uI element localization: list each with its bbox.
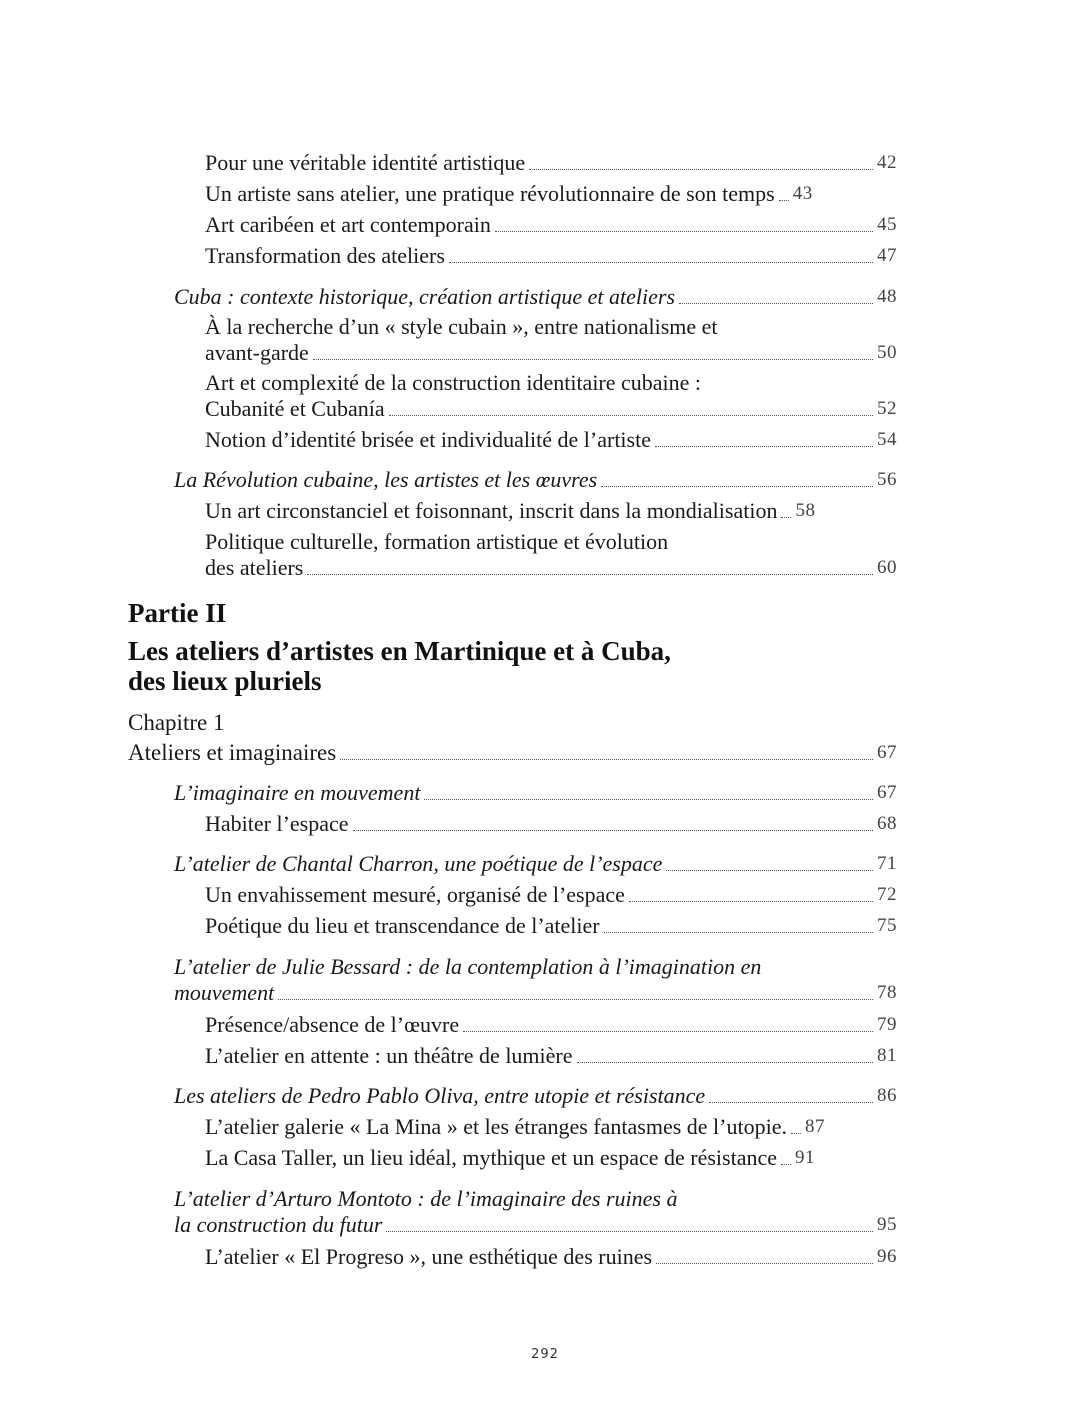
dot-leader xyxy=(424,799,873,800)
toc-section-title: La Révolution cubaine, les artistes et les œuvres xyxy=(174,467,598,492)
toc-entry-title-line1: Art et complexité de la construction identitaire cubaine : xyxy=(205,370,702,395)
dot-leader xyxy=(577,1062,873,1063)
toc-entry-page: 79 xyxy=(877,1014,897,1035)
part-label: Partie II xyxy=(128,598,227,628)
toc-entry-title: Poétique du lieu et transcendance de l’atelier xyxy=(205,913,600,938)
toc-entry-line xyxy=(205,1114,897,1140)
dot-leader xyxy=(495,231,873,232)
toc-section[interactable] xyxy=(174,780,897,806)
toc-entry-line xyxy=(205,555,897,581)
toc-entry[interactable] xyxy=(205,212,897,238)
toc-entry-line xyxy=(174,467,897,493)
toc-entry-page: 75 xyxy=(877,915,897,936)
toc-section-title: L’atelier de Chantal Charron, une poétique de l’espace xyxy=(174,851,663,876)
toc-entry-line xyxy=(174,1083,897,1109)
toc-entry-title: Notion d’identité brisée et individualité de l’artiste xyxy=(205,427,651,452)
toc-entry[interactable] xyxy=(205,314,897,366)
toc-chapter[interactable] xyxy=(128,740,897,766)
dot-leader xyxy=(604,932,873,933)
toc-entry-line xyxy=(205,882,897,908)
toc-section-title-line1: L’atelier d’Arturo Montoto : de l’imaginaire des ruines à xyxy=(174,1186,678,1211)
toc-entry-page: 43 xyxy=(792,183,813,204)
dot-leader xyxy=(779,200,789,201)
toc-entry-line xyxy=(205,498,897,524)
toc-entry-line xyxy=(205,150,897,176)
dot-leader xyxy=(655,446,873,447)
toc-entry-line xyxy=(174,1212,897,1238)
toc-entry-line xyxy=(205,1012,897,1038)
toc-entry-title: Transformation des ateliers xyxy=(205,243,445,268)
toc-entry[interactable] xyxy=(205,427,897,453)
toc-entry-line xyxy=(205,427,897,453)
dot-leader xyxy=(389,415,873,416)
toc-entry-page: 87 xyxy=(804,1116,825,1137)
toc-entry-line xyxy=(205,1043,897,1069)
toc-entry-page: 86 xyxy=(877,1085,897,1106)
part-title-line1: Les ateliers d’artistes en Martinique et à Cuba, xyxy=(128,636,671,666)
toc-entry-title-line2: avant-garde xyxy=(205,340,309,365)
dot-leader xyxy=(781,517,791,518)
dot-leader xyxy=(278,999,873,1000)
toc-entry-page: 96 xyxy=(877,1246,897,1267)
chapter-title: Ateliers et imaginaires xyxy=(128,740,337,765)
toc-entry[interactable] xyxy=(205,1145,897,1171)
toc-entry-page: 60 xyxy=(877,557,897,578)
toc-entry-page: 71 xyxy=(877,853,897,874)
toc-section-title: Cuba : contexte historique, création artistique et ateliers xyxy=(174,284,676,309)
dot-leader xyxy=(781,1164,791,1165)
dot-leader xyxy=(307,574,873,575)
toc-entry-line xyxy=(205,243,897,269)
toc-section-title: Les ateliers de Pedro Pablo Oliva, entre utopie et résistance xyxy=(174,1083,706,1108)
toc-entry[interactable] xyxy=(205,1244,897,1270)
dot-leader xyxy=(709,1102,873,1103)
toc-entry-page: 78 xyxy=(877,982,897,1003)
toc-entry-page: 81 xyxy=(877,1045,897,1066)
toc-entry-title: Un art circonstanciel et foisonnant, inscrit dans la mondialisation xyxy=(205,498,778,523)
toc-entry[interactable] xyxy=(205,181,897,207)
toc-section-title: L’imaginaire en mouvement xyxy=(174,780,421,805)
toc-entry-line xyxy=(174,980,897,1006)
toc-entry-title-line2: Cubanité et Cubanía xyxy=(205,396,385,421)
toc-entry-line xyxy=(205,811,897,837)
toc-entry-page: 47 xyxy=(877,245,897,266)
toc-entry-line xyxy=(174,284,897,310)
toc-entry-title: L’atelier galerie « La Mina » et les étranges fantasmes de l’utopie. xyxy=(205,1114,787,1139)
dot-leader xyxy=(449,262,873,263)
toc-entry-page: 91 xyxy=(795,1147,816,1168)
dot-leader xyxy=(340,759,873,760)
toc-entry-title-line1: À la recherche d’un « style cubain », entre nationalisme et xyxy=(205,314,718,339)
page-number: 292 xyxy=(531,1347,559,1362)
dot-leader xyxy=(313,359,873,360)
toc-section-title-line2: la construction du futur xyxy=(174,1212,383,1237)
dot-leader xyxy=(386,1231,873,1232)
toc-entry-title: La Casa Taller, un lieu idéal, mythique et un espace de résistance xyxy=(205,1145,778,1170)
dot-leader xyxy=(601,486,873,487)
toc-entry-page: 52 xyxy=(877,398,897,419)
toc-entry[interactable] xyxy=(205,370,897,422)
toc-entry-page: 58 xyxy=(795,500,816,521)
chapter-label: Chapitre 1 xyxy=(128,710,225,735)
toc-entry-title-line2: des ateliers xyxy=(205,555,304,580)
toc-entry-page: 42 xyxy=(877,152,897,173)
dot-leader xyxy=(353,830,873,831)
toc-entry-title: L’atelier en attente : un théâtre de lumière xyxy=(205,1043,573,1068)
toc-entry-page: 95 xyxy=(877,1214,897,1235)
toc-entry-title: Pour une véritable identité artistique xyxy=(205,150,526,175)
toc-entry-title: Un artiste sans atelier, une pratique révolutionnaire de son temps xyxy=(205,181,775,206)
toc-section[interactable] xyxy=(174,1083,897,1109)
toc-entry[interactable] xyxy=(205,529,897,581)
toc-entry-line xyxy=(205,396,897,422)
toc-section[interactable] xyxy=(174,851,897,877)
toc-entry-line xyxy=(174,851,897,877)
toc-entry[interactable] xyxy=(205,1043,897,1069)
toc-entry[interactable] xyxy=(205,498,897,524)
toc-entry-line xyxy=(205,913,897,939)
toc-entry-line xyxy=(205,1145,897,1171)
toc-entry-title: Présence/absence de l’œuvre xyxy=(205,1012,460,1037)
toc-entry[interactable] xyxy=(205,882,897,908)
toc-entry[interactable] xyxy=(205,811,897,837)
toc-entry-page: 48 xyxy=(877,286,897,307)
toc-entry-title: Habiter l’espace xyxy=(205,811,349,836)
toc-entry-page: 45 xyxy=(877,214,897,235)
toc-entry-title: L’atelier « El Progreso », une esthétique des ruines xyxy=(205,1244,653,1269)
toc-entry-page: 67 xyxy=(877,742,897,763)
dot-leader xyxy=(529,169,873,170)
dot-leader xyxy=(791,1133,801,1134)
toc-section[interactable] xyxy=(174,284,897,310)
toc-section[interactable] xyxy=(174,954,897,1006)
toc-entry[interactable] xyxy=(205,913,897,939)
dot-leader xyxy=(463,1031,873,1032)
toc-entry-page: 56 xyxy=(877,469,897,490)
dot-leader xyxy=(666,870,873,871)
toc-entry-page: 72 xyxy=(877,884,897,905)
part-title-line2: des lieux pluriels xyxy=(128,666,322,696)
dot-leader xyxy=(679,303,873,304)
toc-entry-line xyxy=(205,181,897,207)
toc-entry[interactable] xyxy=(205,1114,897,1140)
toc-entry-page: 68 xyxy=(877,813,897,834)
toc-entry-line xyxy=(174,780,897,806)
toc-section[interactable] xyxy=(174,467,897,493)
toc-entry-title: Un envahissement mesuré, organisé de l’espace xyxy=(205,882,625,907)
toc-entry-title-line1: Politique culturelle, formation artistique et évolution xyxy=(205,529,669,554)
toc-entry-title: Art caribéen et art contemporain xyxy=(205,212,491,237)
dot-leader xyxy=(656,1263,873,1264)
toc-entry-line xyxy=(205,1244,897,1270)
toc-entry[interactable] xyxy=(205,150,897,176)
toc-entry-line xyxy=(205,212,897,238)
toc-entry[interactable] xyxy=(205,243,897,269)
toc-section-title-line1: L’atelier de Julie Bessard : de la contemplation à l’imagination en xyxy=(174,954,762,979)
toc-entry-page: 54 xyxy=(877,429,897,450)
toc-section[interactable] xyxy=(174,1186,897,1238)
toc-section-title-line2: mouvement xyxy=(174,980,275,1005)
dot-leader xyxy=(629,901,873,902)
toc-entry-line xyxy=(205,340,897,366)
toc-entry[interactable] xyxy=(205,1012,897,1038)
toc-entry-page: 67 xyxy=(877,782,897,803)
toc-entry-line xyxy=(128,740,897,766)
toc-entry-page: 50 xyxy=(877,342,897,363)
